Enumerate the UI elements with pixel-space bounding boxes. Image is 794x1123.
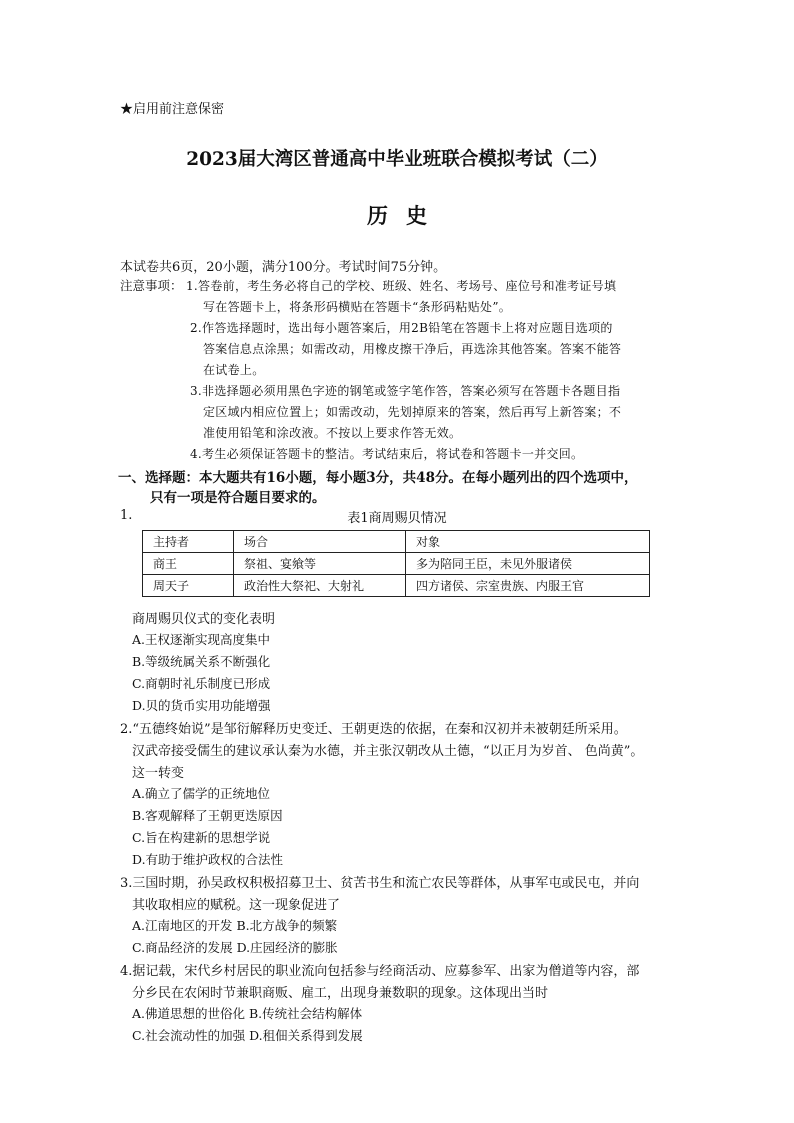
question-stem: 4.据记载，宋代乡村居民的职业流向包括参与经商活动、应募参军、出家为僧道等内容，部 [120,964,640,979]
table-header-cell: 场合 [234,531,406,553]
table-header-row [143,531,650,553]
answer-option: B.等级统属关系不断强化 [132,654,271,669]
section-heading: 一、选择题：本大题共有16小题，每小题3分，共48分。在每小题列出的四个选项中， [118,470,638,486]
table-cell: 政治性大祭祀、大射礼 [234,575,406,597]
question-stem: 汉武帝接受儒生的建议承认秦为水德，并主张汉朝改从土德，“以正月为岁首、 色尚黄”。 [132,744,644,759]
question-stem: 商周赐贝仪式的变化表明 [132,612,276,627]
table-cell: 商王 [143,553,234,575]
exam-info: 本试卷共6页，20小题，满分100分。考试时间75分钟。 [120,260,447,275]
notice-item: 准使用铅笔和涂改液。不按以上要求作答无效。 [203,426,462,440]
question-stem: 3.三国时期，孙吴政权积极招募卫士、贫苦书生和流亡农民等群体，从事军屯或民屯，并向 [120,876,640,891]
notice-item: 1.答卷前，考生务必将自己的学校、班级、姓名、考场号、座位号和准考证号填 [186,279,617,293]
question-number: 1. [120,508,133,523]
answer-option: A.江南地区的开发 B.北方战争的频繁 [132,918,338,933]
question-stem: 这一转变 [132,766,185,781]
table-row [143,553,650,575]
notice-item: 答案信息点涂黑；如需改动，用橡皮擦干净后，再选涂其他答案。答案不能答 [203,342,622,356]
table-cell: 祭祖、宴飨等 [234,553,406,575]
table-cell: 周天子 [143,575,234,597]
confidential-notice: ★启用前注意保密 [120,102,225,117]
notice-item: 定区域内相应位置上；如需改动，先划掉原来的答案，然后再写上新答案；不 [203,405,622,419]
answer-option: A.确立了儒学的正统地位 [132,786,271,801]
notice-item: 3.非选择题必须用黑色字迹的钢笔或签字笔作答，答案必须写在答题卡各题目指 [190,384,621,398]
notice-item: 2.作答选择题时，选出每小题答案后，用2B铅笔在答题卡上将对应题目选项的 [190,321,613,335]
notice-item: 4.考生必须保证答题卡的整洁。考试结束后，将试卷和答题卡一并交回。 [190,447,584,461]
table-cell: 多为陪同王臣，未见外服诸侯 [406,553,650,575]
table-caption: 表1商周赐贝情况 [347,511,447,526]
section-heading-cont: 只有一项是符合题目要求的。 [150,490,326,506]
question-stem: 其收取相应的赋税。这一现象促进了 [132,898,341,913]
question-stem: 分乡民在农闲时节兼职商贩、雇工，出现身兼数职的现象。这体现出当时 [132,986,549,1001]
answer-option: A.佛道思想的世俗化 B.传统社会结构解体 [132,1006,363,1021]
notice-label: 注意事项： [120,278,183,293]
answer-option: B.客观解释了王朝更迭原因 [132,808,283,823]
answer-option: C.社会流动性的加强 D.租佃关系得到发展 [132,1028,363,1043]
subject-title: 历史 [367,203,445,228]
answer-option: D.有助于维护政权的合法性 [132,852,284,867]
table-cell: 四方诸侯、宗室贵族、内服王官 [406,575,650,597]
bestowal-table [142,530,650,597]
exam-title: 2023届大湾区普通高中毕业班联合模拟考试（二） [186,149,608,170]
question-stem: 2.“五德终始说”是邹衍解释历史变迁、王朝更迭的依据，在秦和汉初并未被朝廷所采用。 [120,722,627,737]
answer-option: C.商品经济的发展 D.庄园经济的膨胀 [132,940,338,955]
notice-item: 在试卷上。 [203,363,265,377]
answer-option: C.旨在构建新的思想学说 [132,830,271,845]
table-row [143,575,650,597]
table-header-cell: 主持者 [143,531,234,553]
answer-option: C.商朝时礼乐制度已形成 [132,676,271,691]
table-header-cell: 对象 [406,531,650,553]
notice-item: 写在答题卡上，将条形码横贴在答题卡“条形码粘贴处”。 [203,300,512,314]
answer-option: D.贝的货币实用功能增强 [132,698,271,713]
answer-option: A.王权逐渐实现高度集中 [132,632,271,647]
